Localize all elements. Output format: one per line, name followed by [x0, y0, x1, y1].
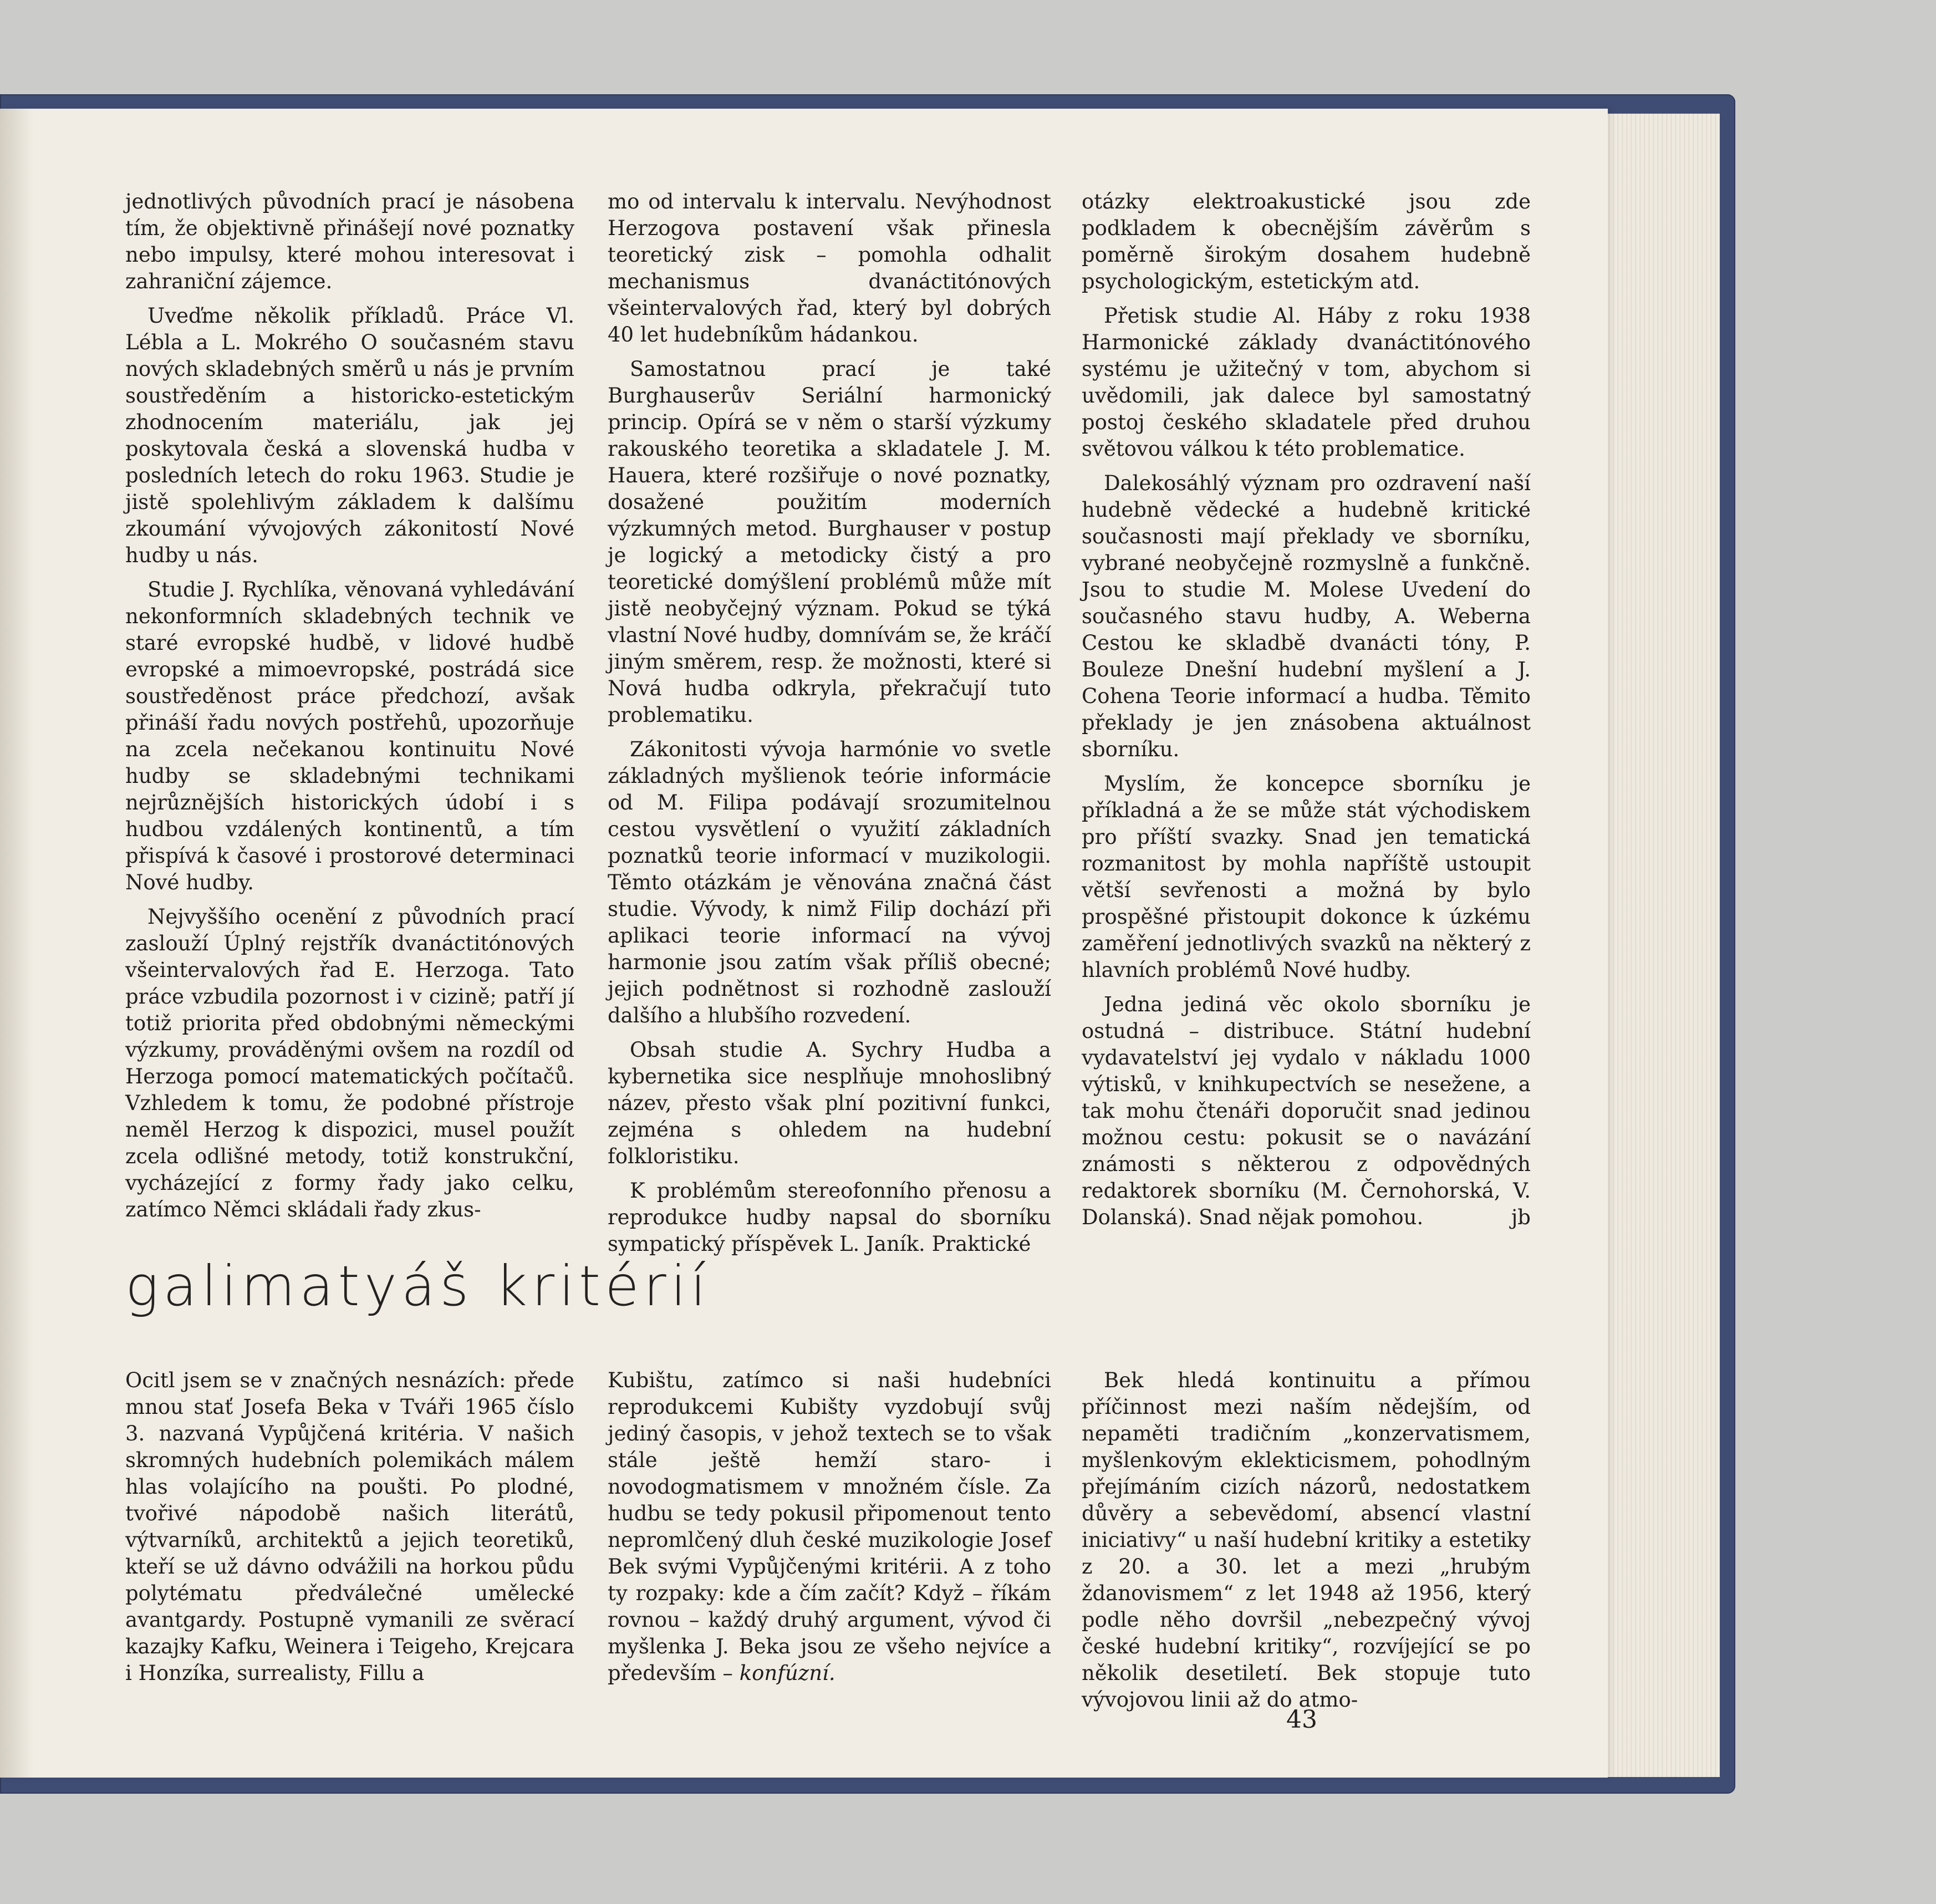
paragraph: Bek hledá kontinuitu a přímou příčinnost mezi naším nědejším, od nepaměti tradičním „konzervatismem, myšlenkovým eklekticismem, pohodlným přejímáním cizích názorů, nedostatkem důvěry a sebevědomí, absencí vlastní iniciativy“ u naší hudební kritiky a estetiky z 20. a 30. let a mezi „hrubým ždanovismem“ z let 1948 až 1956, který podle něho dovršil „nebezpečný vývoj české hudební kritiky“, rozvíjející se po několik desetiletí. Bek stopuje tuto vývojovou linii až do atmo-	[1082, 1368, 1531, 1712]
article-title: galimatyáš kritérií	[125, 1254, 711, 1318]
review-column-2	[608, 189, 1051, 1265]
paragraph	[1082, 991, 1531, 1231]
review-column-3	[1082, 189, 1531, 1239]
page-number: 43	[1286, 1706, 1317, 1734]
paragraph: jednotlivých původních prací je násobena tím, že objektivně přinášejí nové poznatky nebo impulsy, které mohou interesovat i zahraniční zájemce.	[125, 190, 574, 293]
article-column-3	[1082, 1367, 1531, 1721]
review-column-1	[125, 189, 574, 1231]
paragraph: Dalekosáhlý význam pro ozdravení naší hudebně vědecké a hudebně kritické současnosti mají překlady ve sborníku, vybrané neobyčejně rozmyslně a funkčně. Jsou to studie M. Molese Uvedení do současného stavu hudby, A. Weberna Cestou ke skladbě dvanácti tóny, P. Bouleze Dnešní hudební myšlení a J. Cohena Teorie informací a hudba. Těmito překlady je jen znásobena aktuálnost sborníku.	[1082, 471, 1531, 761]
emphasis-text: konfúzní.	[739, 1661, 835, 1685]
article-column-1	[125, 1367, 574, 1694]
page-edges	[1597, 114, 1720, 1777]
book-page	[0, 109, 1608, 1778]
paragraph-text: Jedna jediná věc okolo sborníku je ostudná – distribuce. Státní hudební vydavatelství jej vydalo v nákladu 1000 výtisků, v knihkupectvích se nesežene, a tak mohu čtenáři doporučit snad jedinou možnou cestu: pokusit se o navázání známosti s některou z odpovědných redaktorek sborníku (M. Černohorská, V. Dolanská). Snad nějak pomohou.	[1082, 992, 1531, 1229]
paragraph	[608, 1367, 1051, 1687]
paragraph-text: Kubištu, zatímco si naši hudebníci reprodukcemi Kubišty vyzdobují svůj jediný časopis, v jehož textech se to však stále ještě hemží staro- i novodogmatismem v množném čísle. Za hudbu se tedy pokusil připomenout tento nepromlčený dluh české muzikologie Josef Bek svými Vypůjčenými kritérii. A z toho ty rozpaky: kde a čím začít? Když – říkám rovnou – každý druhý argument, vývod či myšlenka J. Beka jsou ze všeho nejvíce a především –	[608, 1368, 1051, 1685]
paragraph: Nejvyššího ocenění z původních prací zaslouží Úplný rejstřík dvanáctitónových všeintervalových řad E. Herzoga. Tato práce vzbudila pozornost i v cizině; patří jí totiž priorita před obdobnými německými výzkumy, prováděnými ovšem na rozdíl od Herzoga pomocí matematických počítačů. Vzhledem k tomu, že podobné přístroje neměl Herzog k dispozici, musel použít zcela odlišné metody, totiž konstrukční, vycházející z formy řady jako celku, zatímco Němci skládali řady zkus-	[125, 905, 574, 1221]
paragraph: Přetisk studie Al. Háby z roku 1938 Harmonické základy dvanáctitónového systému je užitečný v tom, abychom si uvědomili, jak dalece byl samostatný postoj českého skladatele před druhou světovou válkou k této problematice.	[1082, 304, 1531, 461]
paragraph: Samostatnou prací je také Burghauserův Seriální harmonický princip. Opírá se v něm o starší výzkumy rakouského teoretika a skladatele J. M. Hauera, které rozšiřuje o nové poznatky, dosažené použitím moderních výzkumných metod. Burghauser v postup je logický a metodicky čistý a pro teoretické domýšlení problémů může mít jistě neobyčejný význam. Pokud se týká vlastní Nové hudby, domnívám se, že kráčí jiným směrem, resp. že možnosti, které si Nová hudba odkryla, překračují tuto problematiku.	[608, 357, 1051, 727]
paragraph: mo od intervalu k intervalu. Nevýhodnost Herzogova postavení však přinesla teoretický zisk – pomohla odhalit mechanismus dvanáctitónových všeintervalových řad, který byl dobrých 40 let hudebníkům hádankou.	[608, 190, 1051, 347]
paragraph: Obsah studie A. Sychry Hudba a kybernetika sice nesplňuje mnohoslibný název, přesto však plní pozitivní funkci, zejména s ohledem na hudební folkloristiku.	[608, 1038, 1051, 1168]
paragraph: Myslím, že koncepce sborníku je příkladná a že se může stát východiskem pro příští svazky. Snad jen tematická rozmanitost by mohla napříště ustoupit větší sevřenosti a možná by bylo prospěšné přistoupit dokonce k úzkému zaměření jednotlivých svazků na některý z hlavních problémů Nové hudby.	[1082, 772, 1531, 982]
article-column-2	[608, 1367, 1051, 1694]
author-signature: jb	[1511, 1205, 1531, 1229]
paragraph: Studie J. Rychlíka, věnovaná vyhledávání nekonformních skladebných technik ve staré evropské hudbě, v lidové hudbě evropské a mimoevropské, postrádá sice soustředěnost práce předchozí, avšak přináší řadu nových postřehů, upozorňuje na zcela nečekanou kontinuitu Nové hudby se skladebnými technikami nejrůznějších historických údobí i s hudbou vzdálených kontinentů, a tím přispívá k časové i prostorové determinaci Nové hudby.	[125, 578, 574, 894]
paragraph: otázky elektroakustické jsou zde podkladem k obecnějším závěrům s poměrně širokým dosahem hudebně psychologickým, estetickým atd.	[1082, 190, 1531, 293]
paragraph: K problémům stereofonního přenosu a reprodukce hudby napsal do sborníku sympatický příspěvek L. Janík. Praktické	[608, 1179, 1051, 1256]
gutter-shadow	[0, 109, 33, 1778]
paragraph: Uveďme několik příkladů. Práce Vl. Lébla a L. Mokrého O současném stavu nových skladebných směrů u nás je prvním soustředěním a historicko-estetickým zhodnocením materiálu, jak jej poskytovala česká a slovenská hudba v posledních letech do roku 1963. Studie je jistě spolehlivým základem k dalšímu zkoumání vývojových zákonitostí Nové hudby u nás.	[125, 304, 574, 567]
paragraph: Zákonitosti vývoja harmónie vo svetle základných myšlienok teórie informácie od M. Filipa podávají srozumitelnou cestou vysvětlení o využití základních poznatků teorie informací v muzikologii. Těmto otázkám je věnována značná část studie. Vývody, k nimž Filip dochází při aplikaci teorie informací na vývoj harmonie jsou zatím však příliš obecné; jejich podnětnost si rozhodně zaslouží dalšího a hlubšího rozvedení.	[608, 737, 1051, 1027]
paragraph: Ocitl jsem se v značných nesnázích: přede mnou stať Josefa Beka v Tváři 1965 číslo 3. nazvaná Vypůjčená kritéria. V našich skromných hudebních polemikách málem hlas volajícího na poušti. Po plodné, tvořivé nápodobě našich literátů, výtvarníků, architektů a jejich teoretiků, kteří se už dávno odvážili na horkou půdu polytématu předválečné umělecké avantgardy. Postupně vymanili ze svěrací kazajky Kafku, Weinera i Teigeho, Krejcara i Honzíka, surrealisty, Fillu a	[125, 1368, 574, 1685]
